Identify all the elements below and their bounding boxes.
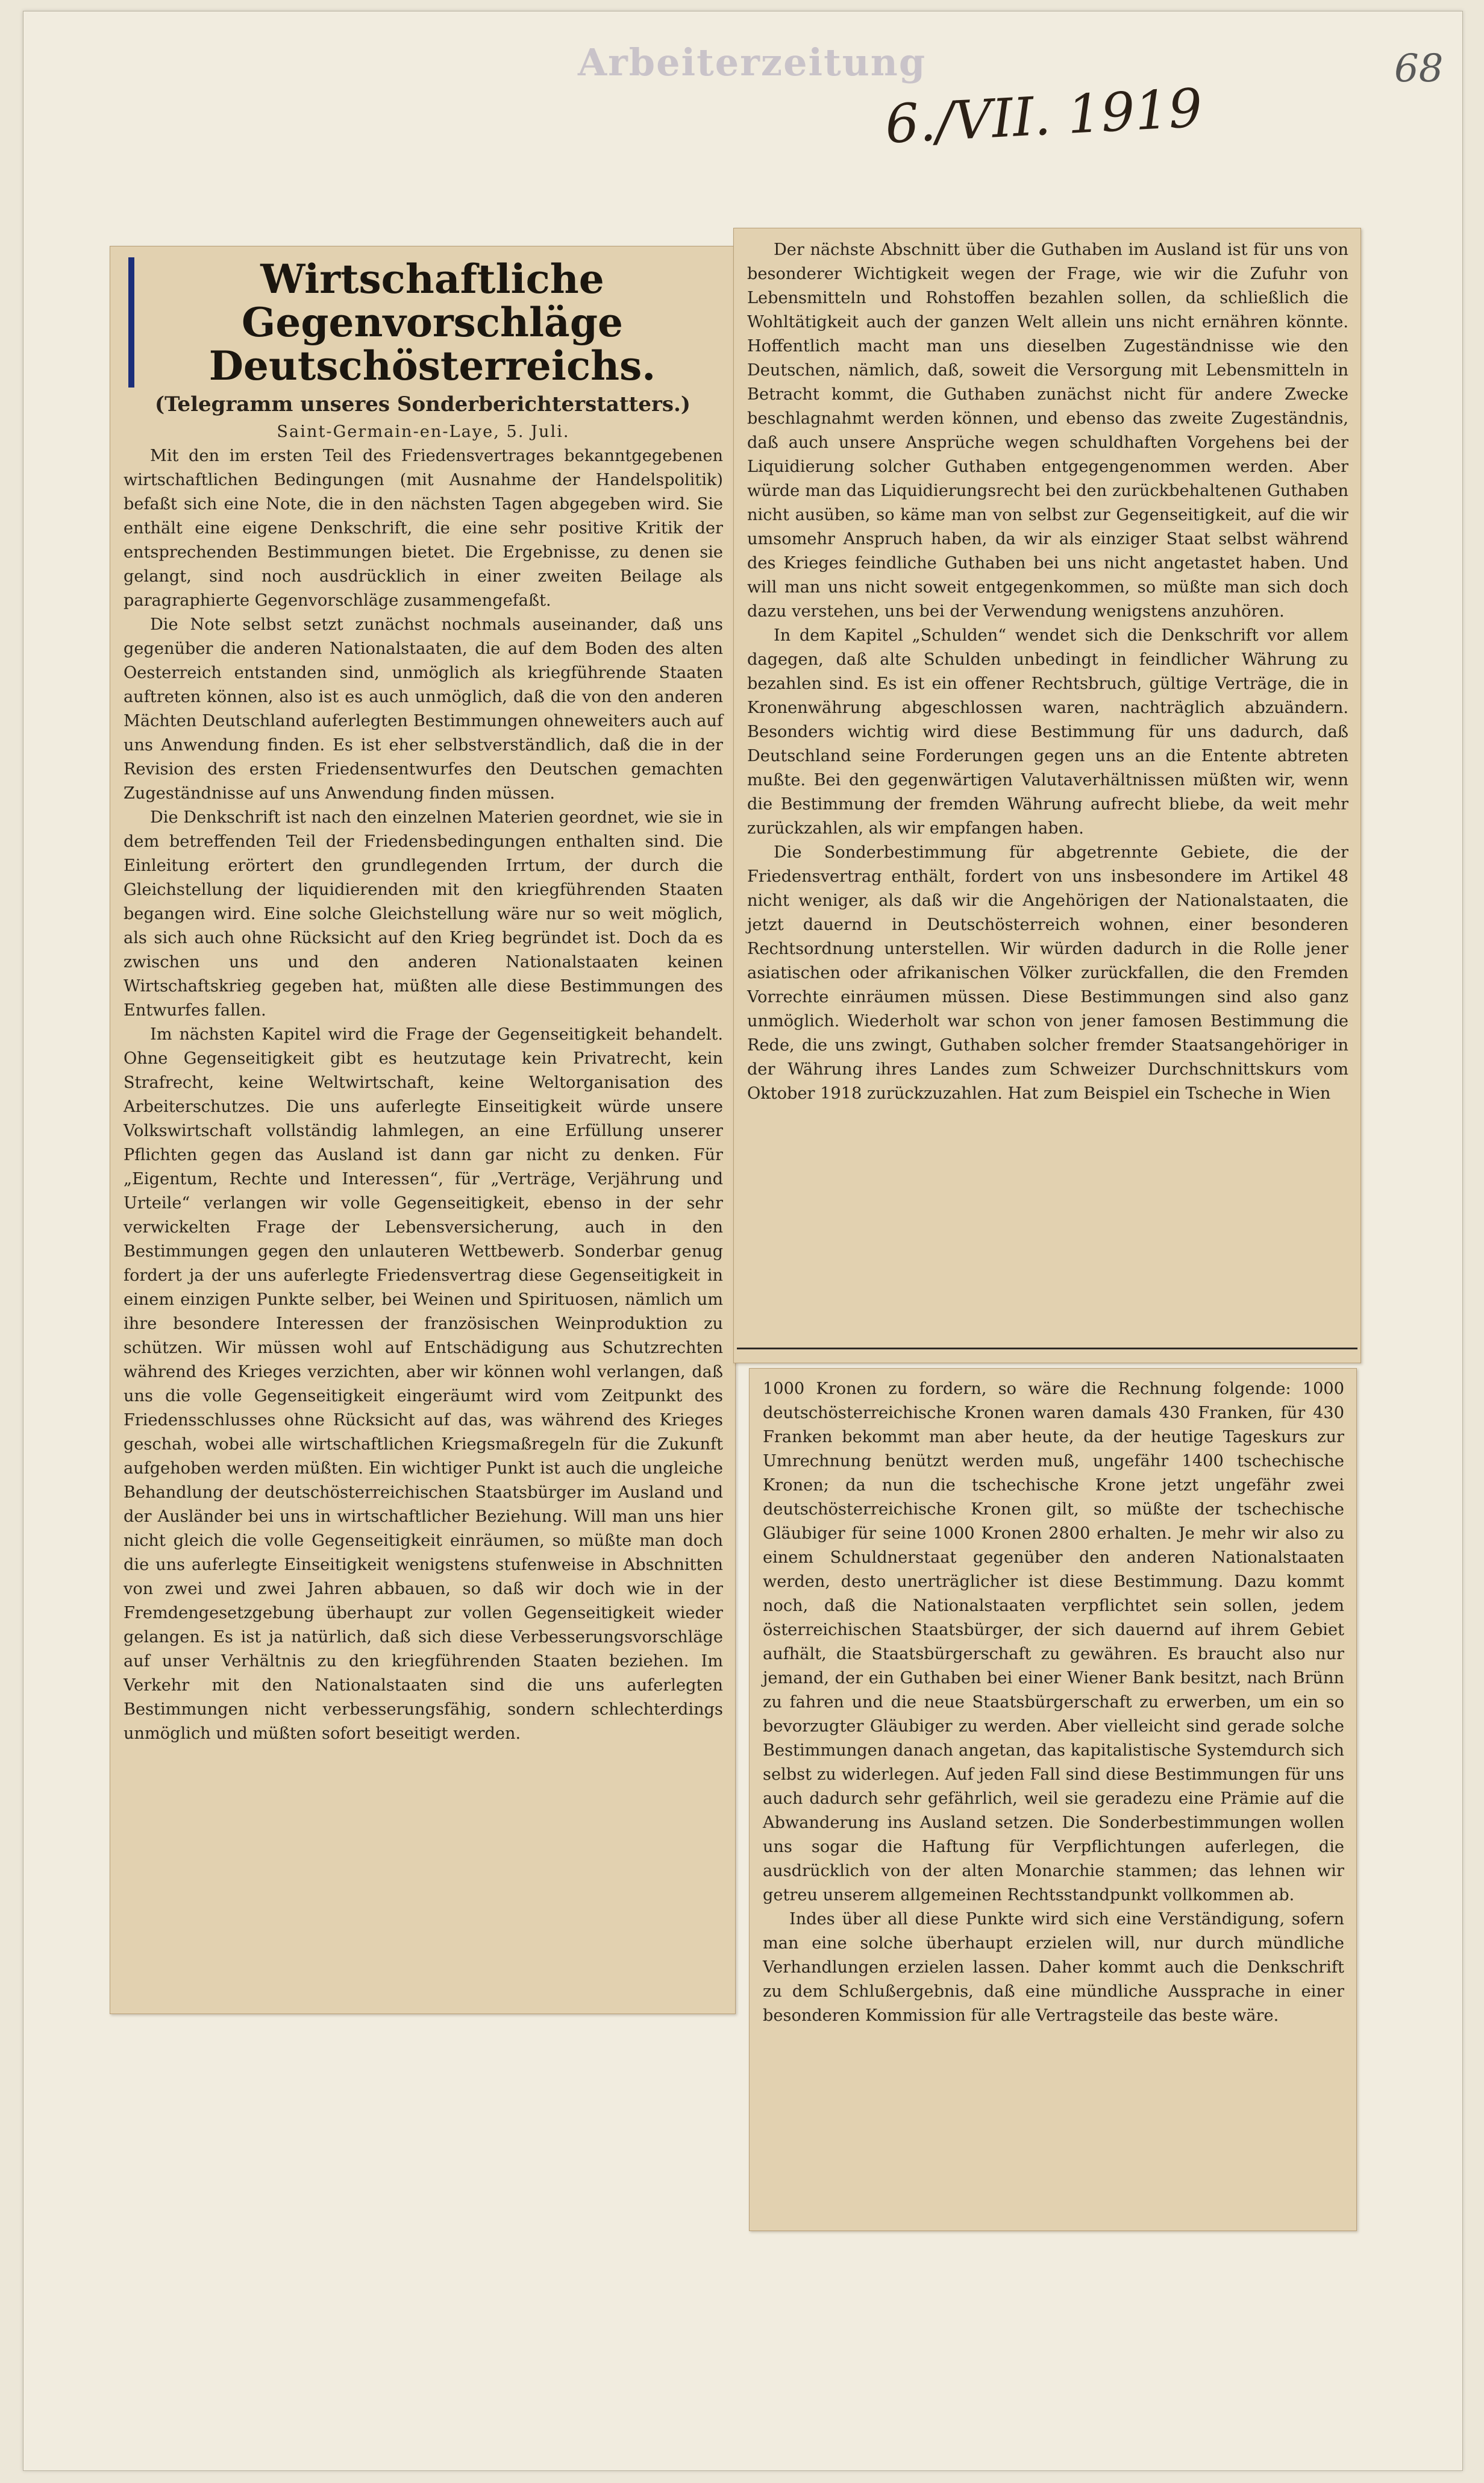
paragraph: Die Note selbst setzt zunächst nochmals auseinander, daß uns gegenüber die anderen Nationalstaaten, die auf dem Boden des alten Oesterreich entstanden sind, unmöglich als kriegführende Staaten auftreten können, also ist es auch unmöglich, daß die von den anderen Mächten Deutschland auferlegten Bestimmungen ohneweiters auch auf uns Anwendung finden. Es ist eher selbstverständlich, daß die in der Revision des ersten Friedensentwurfes den Deutschen gemachten Zugeständnisse auf uns Anwendung finden müssen. — [124, 615, 723, 803]
newspaper-stamp: Arbeiterzeitung — [578, 40, 927, 84]
paragraph: In dem Kapitel „Schulden“ wendet sich die Denkschrift vor allem dagegen, daß alte Schulden unbedingt in feindlicher Währung zu bezahlen sind. Es ist ein offener Rechtsbruch, gültige Verträge, die in Kronenwährung abgeschlossen waren, nachträglich abzuändern. Besonders wichtig wird diese Bestimmung für uns dadurch, daß Deutschland seine Forderungen gegen uns an die Entente abtreten mußte. Bei den gegenwärtigen Valutaverhältnissen müßten wir, wenn die Bestimmung der fremden Währung aufrecht bliebe, da weit mehr zurückzahlen, als wir empfangen haben. — [747, 626, 1348, 838]
handwritten-page-number: 68 — [1394, 46, 1444, 91]
article-subhead: (Telegramm unseres Sonderberichterstatters.) — [155, 392, 690, 416]
paragraph: Die Denkschrift ist nach den einzelnen Materien geordnet, wie sie in dem betreffenden Teil der Friedensbedingungen enthalten sind. Die Einleitung erörtert den grundlegenden Irrtum, der durch die Gleichstellung der liquidierenden mit den kriegführenden Staaten begangen wird. Eine solche Gleichstellung wäre nur so weit möglich, als sich auch ohne Rücksicht auf den Krieg begründet ist. Doch da es zwischen uns und den anderen Nationalstaaten keinen Wirtschaftskrieg gegeben hat, müßten alle diese Bestimmungen des Entwurfes fallen. — [124, 808, 723, 1020]
paragraph: 1000 Kronen zu fordern, so wäre die Rechnung folgende: 1000 deutschösterreichische Kronen waren damals 430 Franken, für 430 Franken bekommt man aber heute, da der heutige Tageskurs zur Umrechnung benützt werden muß, ungefähr 1400 tschechische Kronen; da nun die tschechische Krone jetzt ungefähr zwei deutschösterreichische Kronen gilt, so müßte der tschechische Gläubiger für seine 1000 Kronen 2800 erhalten. Je mehr wir also zu einem Schuldnerstaat gegenüber den anderen Nationalstaaten werden, desto unerträglicher ist diese Bestimmung. Dazu kommt noch, daß die Nationalstaaten verpflichtet sein sollen, jedem österreichischen Staatsbürger, der sich dauernd auf ihrem Gebiet aufhält, die Staatsbürgerschaft zu gewähren. Es braucht also nur jemand, der ein Guthaben bei einer Wiener Bank besitzt, nach Brünn zu fahren und die neue Staatsbürgerschaft zu erwerben, um ein so bevorzugter Gläubiger zu werden. Aber vielleicht sind gerade solche Bestimmungen danach angetan, das kapitalistische Systemdurch sich selbst zu widerlegen. Auf jeden Fall sind diese Bestimmungen für uns auch dadurch sehr gefährlich, weil sie geradezu eine Prämie auf die Abwanderung ins Ausland setzen. Die Sonderbestimmungen wollen uns sogar die Haftung für Verpflichtungen auferlegen, die ausdrücklich von der alten Monarchie stammen; das lehnen wir getreu unserem allgemeinen Rechtsstandpunkt vollkommen ab. — [763, 1380, 1344, 1904]
paragraph: Der nächste Abschnitt über die Guthaben im Ausland ist für uns von besonderer Wichtigkeit wegen der Frage, wie wir die Zufuhr von Lebensmitteln und Rohstoffen bezahlen sollen, da schließlich die Wohltätigkeit auch der ganzen Welt allein uns nicht ernähren könnte. Hoffentlich macht man uns dieselben Zugeständnisse wie den Deutschen, nämlich, daß, soweit die Versorgung mit Lebensmitteln in Betracht kommt, die Guthaben zunächst nicht für andere Zwecke beschlagnahmt werden können, und ebenso das zweite Zugeständnis, daß auch unsere Ansprüche wegen schuldhaften Vorgehens bei der Liquidierung solcher Guthaben entgegengenommen werden. Aber würde man das Liquidierungsrecht bei den zurückbehaltenen Guthaben nicht ausüben, so käme man von selbst zur Gegenseitigkeit, auf die wir umsomehr Anspruch haben, da wir als einziger Staat selbst während des Krieges feindliche Guthaben bei uns nicht angetastet haben. Und will man uns nicht soweit entgegenkommen, so müßte man sich doch dazu verstehen, uns bei der Verwendung wenigstens anzuhören. — [747, 240, 1348, 621]
paragraph: Mit den im ersten Teil des Friedensvertrages bekanntgegebenen wirtschaftlichen Bedingungen (mit Ausnahme der Handelspolitik) befaßt sich eine Note, die in den nächsten Tagen abgegeben wird. Sie enthält eine eigene Denkschrift, die eine sehr positive Kritik der entsprechenden Bestimmungen bietet. Die Ergebnisse, zu denen sie gelangt, sind noch ausdrücklich in einer zweiten Beilage als paragraphierte Gegenvorschläge zusammengefaßt. — [124, 447, 723, 610]
handwritten-date: 6./VII. 1919 — [883, 77, 1204, 155]
right-top-text — [734, 228, 1360, 1106]
paragraph: Indes über all diese Punkte wird sich eine Verständigung, sofern man eine solche überhaupt erzielen will, nur durch mündliche Verhandlungen erzielen lassen. Daher kommt auch die Denkschrift zu dem Schlußergebnis, daß eine mündliche Aussprache in einer besonderen Kommission für alle Vertragsteile das beste wäre. — [763, 1910, 1344, 2025]
pencil-underline — [737, 1348, 1357, 1349]
left-column-text — [110, 420, 735, 1746]
article-headline: Wirtschaftliche Gegenvorschläge Deutschösterreichs. — [128, 257, 723, 388]
clipping-right-bottom — [749, 1368, 1357, 2231]
right-bottom-text — [750, 1369, 1356, 2028]
clipping-left-column — [110, 246, 736, 2014]
clipping-right-top — [733, 228, 1361, 1363]
paragraph: Die Sonderbestimmung für abgetrennte Gebiete, die der Friedensvertrag enthält, fordert von uns insbesondere im Artikel 48 nicht weniger, als daß wir die Angehörigen der Nationalstaaten, die jetzt dauernd in Deutschösterreich wohnen, einer besonderen Rechtsordnung unterstellen. Wir würden dadurch in die Rolle jener asiatischen oder afrikanischen Völker zurückfallen, die den Fremden Vorrechte einräumen müssen. Diese Bestimmungen sind also ganz unmöglich. Wiederholt war schon von jener famosen Bestimmung die Rede, die uns zwingt, Guthaben solcher fremder Staatsangehöriger in der Währung ihres Landes zum Schweizer Durchschnittskurs vom Oktober 1918 zurückzuzahlen. Hat zum Beispiel ein Tscheche in Wien — [747, 843, 1348, 1103]
paragraph: Im nächsten Kapitel wird die Frage der Gegenseitigkeit behandelt. Ohne Gegenseitigkeit gibt es heutzutage kein Privatrecht, kein Strafrecht, keine Weltwirtschaft, keine Weltorganisation des Arbeiterschutzes. Die uns auferlegte Einseitigkeit würde unsere Volkswirtschaft vollständig lahmlegen, an eine Erfüllung unserer Pflichten gegen das Ausland ist dann gar nicht zu denken. Für „Eigentum, Rechte und Interessen“, für „Verträge, Verjährung und Urteile“ verlangen wir volle Gegenseitigkeit, ebenso in der sehr verwickelten Frage der Lebensversicherung, auch in den Bestimmungen gegen den unlauteren Wettbewerb. Sonderbar genug fordert ja der uns auferlegte Friedensvertrag diese Gegenseitigkeit in einem einzigen Punkte selber, bei Weinen und Spirituosen, nämlich um ihre besondere Interessen der französischen Weinproduktion zu schützen. Wir müssen wohl auf Entschädigung aus Schutzrechten während des Krieges verzichten, aber wir können wohl verlangen, daß uns die volle Gegenseitigkeit eingeräumt wird vom Zeitpunkt des Friedensschlusses ohne Rücksicht auf das, was während des Krieges geschah, wobei alle wirtschaftlichen Kriegsmaßregeln für die Zukunft aufgehoben werden müßten. Ein wichtiger Punkt ist auch die ungleiche Behandlung der deutschösterreichischen Staatsbürger im Ausland und der Ausländer bei uns in wirtschaftlicher Beziehung. Will man uns hier nicht gleich die volle Gegenseitigkeit einräumen, so müßte man doch die uns auferlegte Einseitigkeit wenigstens stufenweise in Abschnitten von zwei und zwei Jahren abbauen, so daß wir doch wie in der Fremdengesetzgebung überhaupt zur vollen Gegenseitigkeit wieder gelangen. Es ist ja natürlich, daß sich diese Verbesserungsvorschläge auf unser Verhältnis zu den kriegführenden Staaten beziehen. Im Verkehr mit den Nationalstaaten sind die uns auferlegten Bestimmungen nicht verbesserungsfähig, sondern schlechterdings unmöglich und müßten sofort beseitigt werden. — [124, 1025, 723, 1743]
dateline: Saint-Germain-en-Laye, 5. Juli. — [277, 422, 570, 441]
